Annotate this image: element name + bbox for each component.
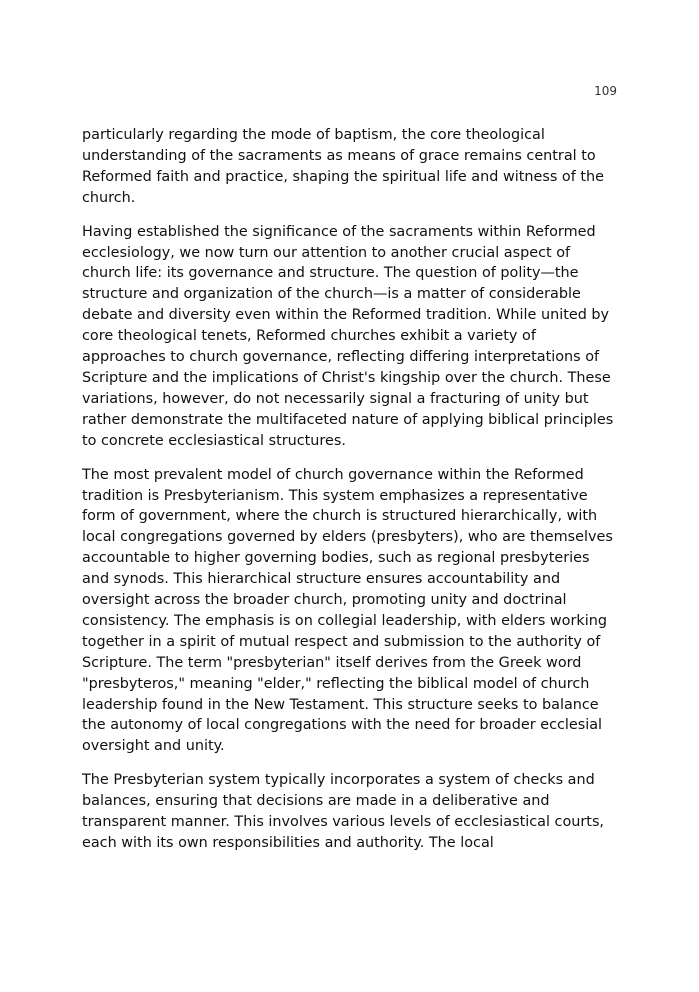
paragraph: particularly regarding the mode of baptism, the core theological understanding of the sacraments as means of grace remains central to Reformed faith and practice, shaping the spiritual life and witness of the church.: [82, 127, 604, 206]
paragraph: Having established the significance of the sacraments within Reformed ecclesiology, we now turn our attention to another crucial aspect of church life: its governance and structure. The question of polity—the structure and organization of the church—is a matter of considerable debate and diversity even within the Reformed tradition. While united by core theological tenets, Reformed churches exhibit a variety of approaches to church governance, reflecting differing interpretations of Scripture and the implications of Christ's kingship over the church. These variations, however, do not necessarily signal a fracturing of unity but rather demonstrate the multifaceted nature of applying biblical principles to concrete ecclesiastical structures.: [82, 223, 614, 449]
paragraph: The Presbyterian system typically incorporates a system of checks and balances, ensuring that decisions are made in a deliberative and transparent manner. This involves various levels of ecclesiastical courts, each with its own responsibilities and authority. The local: [82, 772, 605, 851]
body-text: [82, 125, 620, 867]
page-number: 109: [594, 84, 617, 98]
paragraph: The most prevalent model of church governance within the Reformed tradition is Presbyterianism. This system emphasizes a representative form of government, where the church is structured hierarchically, with local congregations governed by elders (presbyters), who are themselves accountable to higher governing bodies, such as regional presbyteries and synods. This hierarchical structure ensures accountability and oversight across the broader church, promoting unity and doctrinal consistency. The emphasis is on collegial leadership, with elders working together in a spirit of mutual respect and submission to the authority of Scripture. The term "presbyterian" itself derives from the Greek word "presbyteros," meaning "elder," reflecting the biblical model of church leadership found in the New Testament. This structure seeks to balance the autonomy of local congregations with the need for broader ecclesial oversight and unity.: [82, 466, 613, 755]
